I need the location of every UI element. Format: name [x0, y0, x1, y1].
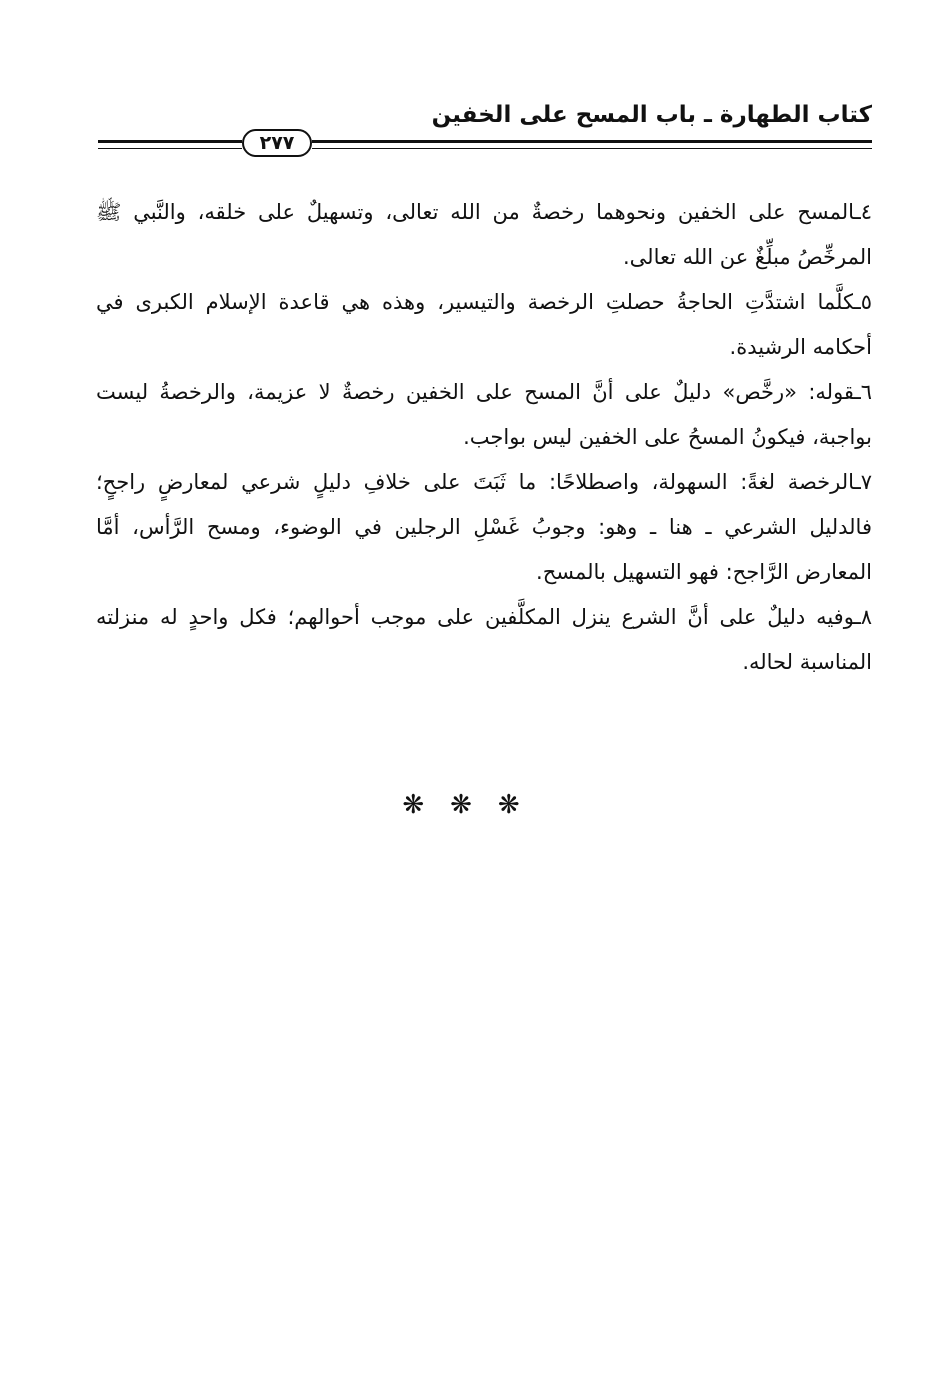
note-item	[96, 190, 872, 280]
note-text: قوله: «رخَّص» دليلٌ على أنَّ المسح على الخفين رخصةٌ لا عزيمة، والرخصةُ ليست بواجبة، فيكونُ المسحُ على الخفين ليس بواجب.	[96, 380, 872, 449]
page-header	[98, 96, 872, 166]
note-number: ٦ـ	[854, 380, 872, 404]
header-rule	[98, 140, 242, 143]
note-text: كلَّما اشتدَّتِ الحاجةُ حصلتِ الرخصة والتيسير، وهذه هي قاعدة الإسلام الكبرى في أحكامه الرشيدة.	[96, 290, 872, 359]
note-number: ٨ـ	[854, 605, 872, 629]
note-item	[96, 460, 872, 595]
note-text: وفيه دليلٌ على أنَّ الشرع ينزل المكلَّفين على موجب أحوالهم؛ فكل واحدٍ له منزلته المناسبة لحاله.	[96, 605, 872, 674]
note-number: ٧ـ	[854, 470, 872, 494]
header-rule	[312, 148, 872, 149]
header-rule	[312, 140, 872, 143]
header-rule	[98, 148, 242, 149]
note-number: ٥ـ	[854, 290, 872, 314]
note-item	[96, 370, 872, 460]
note-number: ٤ـ	[854, 200, 872, 224]
note-item	[96, 280, 872, 370]
note-item	[96, 595, 872, 685]
page-number: ٢٧٧	[242, 129, 312, 157]
section-end-ornament: ❋❋❋	[402, 790, 546, 820]
running-title: كتاب الطهارة ـ باب المسح على الخفين	[431, 102, 872, 128]
notes-body	[96, 190, 872, 685]
note-text: المسح على الخفين ونحوهما رخصةٌ من الله تعالى، وتسهيلٌ على خلقه، والنَّبي ﷺ المرخِّصُ مبلِّغٌ عن الله تعالى.	[96, 200, 872, 269]
note-text: الرخصة لغةً: السهولة، واصطلاحًا: ما ثَبَتَ على خلافِ دليلٍ شرعي لمعارضٍ راجحٍ؛ فالدليل الشرعي ـ هنا ـ وهو: وجوبُ غَسْلِ الرجلين في الوضوء، ومسح الرَّأس، أمَّا المعارض الرَّاجح: فهو التسهيل بالمسح.	[96, 470, 872, 584]
